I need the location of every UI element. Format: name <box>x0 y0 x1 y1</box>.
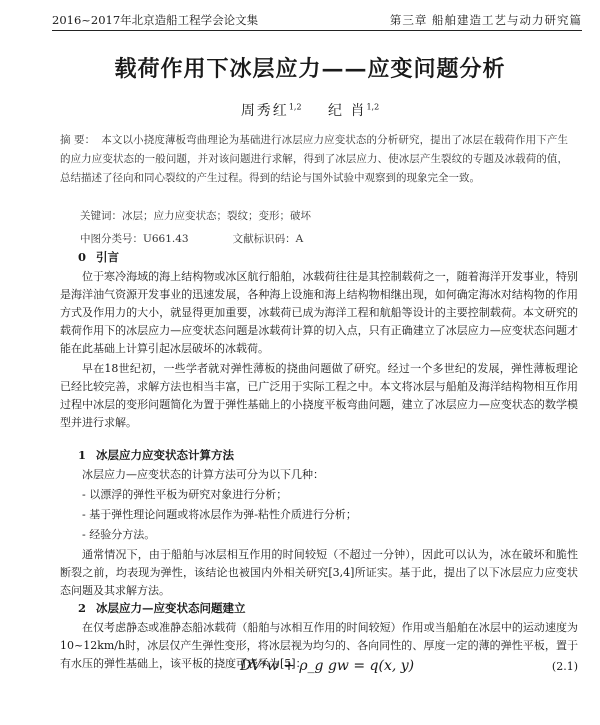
list-item: - 基于弹性理论问题或将冰层作为弹-粘性介质进行分析； <box>82 508 357 521</box>
author-affiliation: 1,2 <box>288 102 302 112</box>
running-head-right: 第三章 船舶建造工艺与动力研究篇 <box>389 13 582 27</box>
doc-code-label: 文献标识码： <box>232 233 296 245</box>
clc-value: U661.43 <box>143 233 189 245</box>
section-title: 冰层应力应变状态计算方法 <box>96 448 235 462</box>
section-2-paragraph-1: 在仅考虑静态或准静态船冰载荷（船舶与冰相互作用的时间较短）作用或当船舶在冰层中的运动速度为10~12km/h时，冰层仅产生弹性变形，将冰层视为均匀的、各向同性的、厚度一定的薄的弹性平板，置于有水压的弹性基础上，该平板的挠度可表示为[5]： <box>60 621 578 670</box>
intro-paragraph-2: 早在18世纪初，一些学者就对弹性薄板的挠曲问题做了研究。经过一个多世纪的发展，弹性薄板理论已经比较完善，求解方法也相当丰富，已广泛用于实际工程之中。本文将冰层与船舶及海洋结构物相互作用过程中冰层的变形问题简化为置于弹性基础上的小挠度平板弯曲问题，建立了冰层应力—应变状态的数学模型并进行求解。 <box>60 362 578 429</box>
classification-line <box>80 231 568 246</box>
author-2 <box>328 103 379 119</box>
section-title: 冰层应力—应变状态问题建立 <box>96 601 246 615</box>
list-item: - 以漂浮的弹性平板为研究对象进行分析； <box>82 488 288 501</box>
equation-number: (2.1) <box>551 660 578 673</box>
section-title: 引言 <box>96 250 120 264</box>
equation-formula: DV⁴w + ρ_g gw = q(x, y) <box>240 658 415 674</box>
keywords-text: 冰层；应力应变状态；裂纹；变形；破坏 <box>122 210 311 222</box>
section-heading-1 <box>78 447 234 463</box>
running-head-left: 2016~2017年北京造船工程学会论文集 <box>52 13 259 27</box>
section-number: 2 <box>78 601 87 615</box>
abstract-label: 摘 要： <box>60 134 96 146</box>
list-item: - 经验分方法。 <box>82 528 156 541</box>
section-1-paragraph-2: 通常情况下，由于船舶与冰层相互作用的时间较短（不超过一分钟），因此可以认为，冰在破坏和脆性断裂之前，均表现为弹性，该结论也被国内外相关研究[3,4]所证实。基于此，提出了以下冰层应力应变状态问题及其求解方法。 <box>60 548 578 597</box>
clc-label: 中图分类号： <box>80 233 143 245</box>
author-line <box>40 100 580 120</box>
section-number: 1 <box>78 448 87 462</box>
paper-title: 载荷作用下冰层应力——应变问题分析 <box>114 56 506 82</box>
running-head <box>52 8 582 31</box>
equation-2-1 <box>60 658 578 680</box>
keywords-label: 关键词： <box>80 210 122 222</box>
section-heading-intro <box>78 249 119 265</box>
author-1 <box>241 103 302 119</box>
doc-code-value: A <box>295 233 304 245</box>
author-name: 周秀红 <box>240 103 289 119</box>
author-affiliation: 1,2 <box>366 102 380 112</box>
intro-paragraph-1: 位于寒冷海域的海上结构物或冰区航行船舶，冰载荷往往是其控制载荷之一，随着海洋开发事业，特别是海洋油气资源开发事业的迅速发展，各种海上设施和海上结构物相继出现，如何确定海冰对结构物的作用方式及作用力的大小，就显得更加重要，冰载荷已成为海洋工程和航船等设计的主要控制载荷。本文研究的载荷作用下的冰层应力—应变状态问题是冰载荷计算的切入点，只有正确建立了冰层应力—应变状态问题才能在此基础上计算引起冰层破坏的冰载荷。 <box>60 270 578 355</box>
section-number: 0 <box>78 250 87 264</box>
keywords <box>80 208 568 223</box>
abstract-text: 本文以小挠度薄板弯曲理论为基础进行冰层应力应变状态的分析研究，提出了冰层在载荷作用下产生的应力应变状态的一般问题，并对该问题进行求解，得到了冰层应力、使冰层产生裂纹的专题及冰载荷的值，总结描述了径向和同心裂纹的产生过程。得到的结论与国外试验中观察到的现象完全一致。 <box>60 134 568 184</box>
abstract <box>60 131 568 188</box>
section-heading-2 <box>78 600 246 616</box>
author-name: 纪 肖 <box>328 103 367 119</box>
section-1-intro: 冰层应力—应变状态的计算方法可分为以下几种： <box>82 468 324 481</box>
